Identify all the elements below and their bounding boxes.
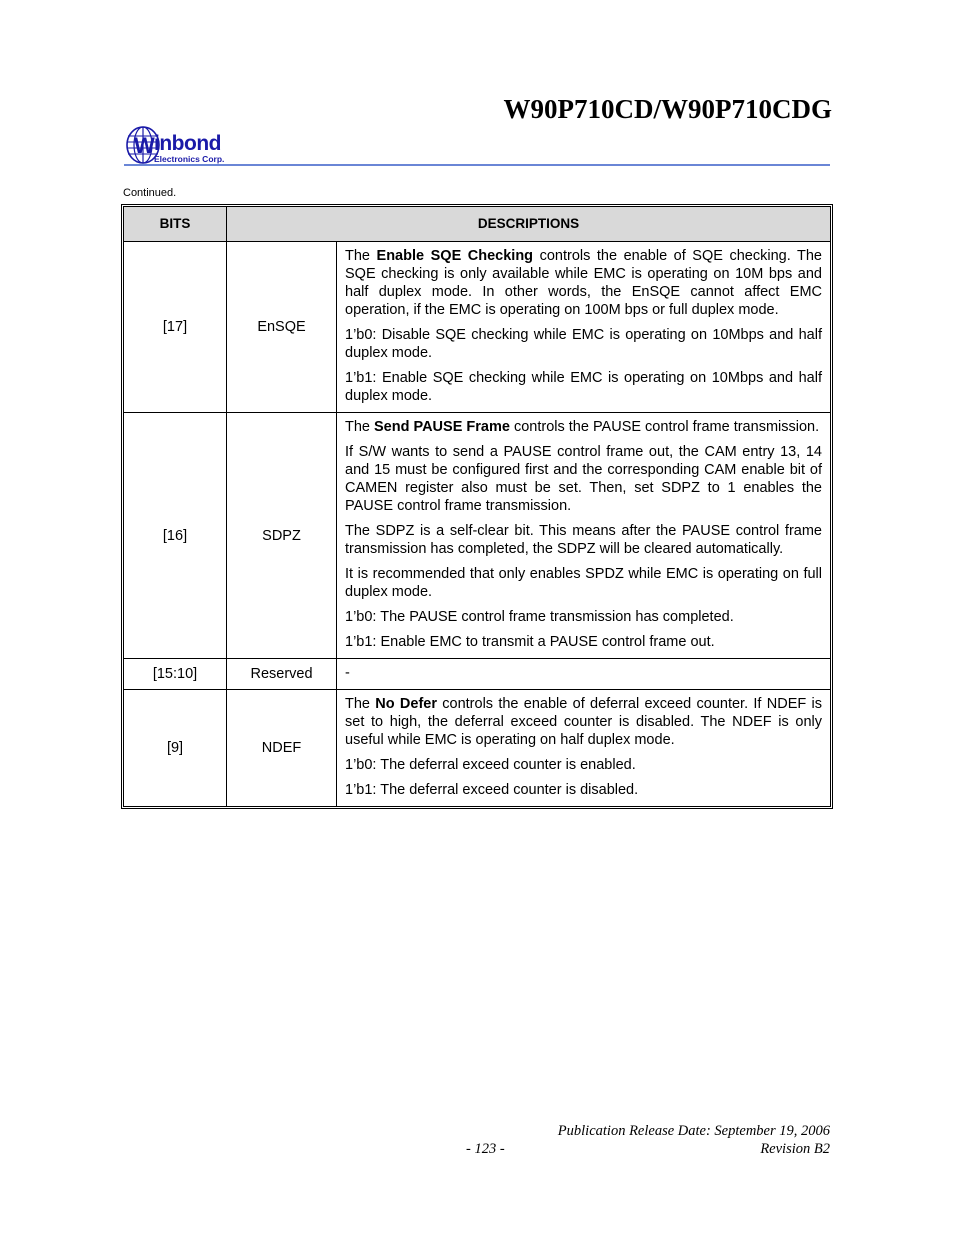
field-name-cell: NDEF xyxy=(227,690,337,807)
description-cell xyxy=(337,690,831,807)
document-title: W90P710CD/W90P710CDG xyxy=(503,94,832,124)
description-text: The xyxy=(345,248,377,264)
description-paragraph xyxy=(345,247,822,319)
description-text: The xyxy=(345,419,375,435)
footer-page-number: - 123 - xyxy=(466,1141,505,1157)
description-text: controls the enable of deferral exceed counter. If NDEF is set to high, the deferral exceed counter is disabled. The NDEF is only useful while EMC is operating on half duplex mode. xyxy=(345,696,822,748)
header-divider xyxy=(124,164,830,166)
table-row xyxy=(124,242,831,413)
register-bits-table xyxy=(123,206,831,807)
logo-wordmark: inbond xyxy=(154,132,221,155)
logo-initial-glyph: W xyxy=(134,133,155,158)
description-cell xyxy=(337,413,831,659)
bits-cell: [16] xyxy=(124,413,227,659)
description-text: 1’b1: Enable SQE checking while EMC is operating on 10Mbps and half duplex mode. xyxy=(345,370,822,404)
description-text: 1’b0: Disable SQE checking while EMC is operating on 10Mbps and half duplex mode. xyxy=(345,327,822,361)
description-text: 1’b0: The deferral exceed counter is enabled. xyxy=(345,757,636,773)
description-text: controls the PAUSE control frame transmission. xyxy=(509,419,820,435)
table-row xyxy=(124,690,831,807)
description-paragraph xyxy=(345,664,822,682)
description-text: The SDPZ is a self-clear bit. This means after the PAUSE control frame transmission has completed, the SDPZ will be cleared automatically. xyxy=(345,523,822,557)
description-paragraph xyxy=(345,781,822,799)
description-paragraph xyxy=(345,565,822,601)
table-row xyxy=(124,659,831,690)
description-text: - xyxy=(345,665,350,681)
table-body xyxy=(124,242,831,807)
description-text: 1’b1: The deferral exceed counter is disabled. xyxy=(345,782,639,798)
table-header-row xyxy=(124,207,831,242)
description-paragraph xyxy=(345,418,822,436)
description-paragraph xyxy=(345,756,822,774)
field-name-cell: Reserved xyxy=(227,659,337,690)
field-full-name: No Defer xyxy=(375,696,437,712)
field-name-cell: EnSQE xyxy=(227,242,337,413)
footer-release-date: Publication Release Date: September 19, 2006 xyxy=(557,1123,830,1139)
description-text: 1’b0: The PAUSE control frame transmission has completed. xyxy=(345,609,734,625)
description-paragraph xyxy=(345,608,822,626)
field-full-name: Send PAUSE Frame xyxy=(374,419,510,435)
field-full-name: Enable SQE Checking xyxy=(376,248,534,264)
bits-cell: [17] xyxy=(124,242,227,413)
description-cell xyxy=(337,242,831,413)
header-descriptions: DESCRIPTIONS xyxy=(227,207,831,242)
description-text: It is recommended that only enables SPDZ while EMC is operating on full duplex mode. xyxy=(345,566,822,600)
description-paragraph xyxy=(345,695,822,749)
description-text: The xyxy=(345,696,376,712)
description-paragraph xyxy=(345,369,822,405)
footer-revision: Revision B2 xyxy=(760,1141,830,1157)
header-bits: BITS xyxy=(124,207,227,242)
winbond-logo xyxy=(126,125,256,167)
description-text: controls the enable of SQE checking. The SQE checking is only available while EMC is operating on 10M bps and half duplex mode. In other words, the EnSQE cannot affect EMC operation, if the EMC is operating on 100M bps or full duplex mode. xyxy=(345,248,822,318)
table-row xyxy=(124,413,831,659)
description-paragraph xyxy=(345,326,822,362)
bits-cell: [9] xyxy=(124,690,227,807)
field-name-cell: SDPZ xyxy=(227,413,337,659)
description-cell xyxy=(337,659,831,690)
description-text: 1’b1: Enable EMC to transmit a PAUSE control frame out. xyxy=(345,634,715,650)
description-paragraph xyxy=(345,443,822,515)
continued-label: Continued. xyxy=(123,187,177,199)
description-paragraph xyxy=(345,633,822,651)
description-text: If S/W wants to send a PAUSE control frame out, the CAM entry 13, 14 and 15 must be configured first and the corresponding CAM enable bit of CAMEN register also must be set. Then, set SDPZ to 1 enables the PAUSE control frame transmission. xyxy=(345,444,822,514)
description-paragraph xyxy=(345,522,822,558)
logo-subtitle: Electronics Corp. xyxy=(154,154,225,164)
bits-cell: [15:10] xyxy=(124,659,227,690)
